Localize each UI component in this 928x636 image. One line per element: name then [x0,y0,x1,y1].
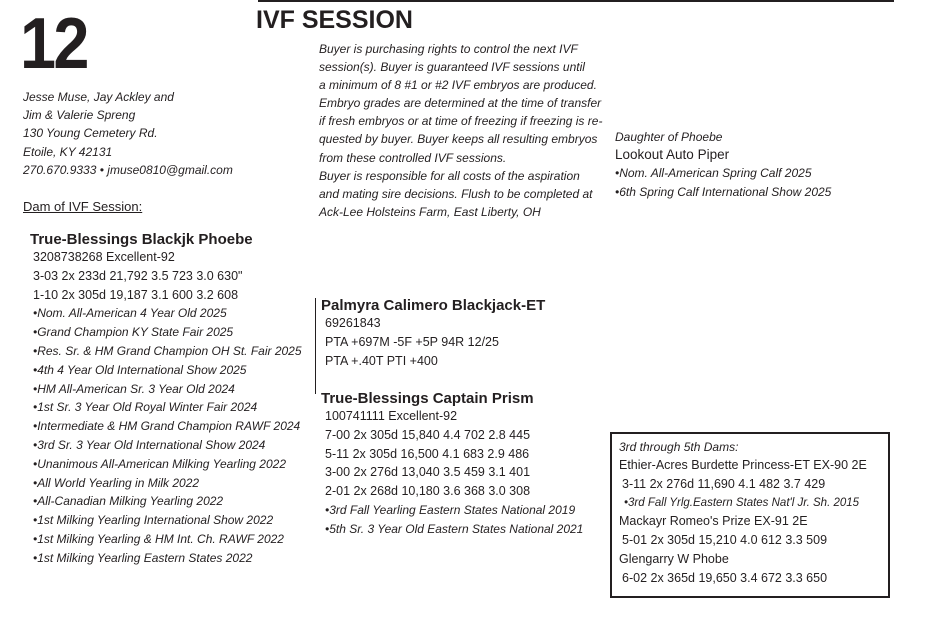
maternal-block [321,390,583,539]
description-line: quested by buyer. Buyer keeps all resulting embryos [319,132,598,147]
pedigree-connector [315,298,316,394]
maternal-record: 2-01 2x 268d 10,180 3.6 368 3.0 308 [325,484,531,499]
description-line: and mating sire decisions. Flush to be completed at [319,186,593,201]
dam3-name: Ethier-Acres Burdette Princess-ET EX-90 2E [619,458,867,472]
page-title: IVF SESSION [256,6,413,34]
daughter-award: •6th Spring Calf International Show 2025 [615,184,832,199]
description-line: if fresh embryos or at time of freezing if freezing is re- [319,114,603,129]
dam-award: •Intermediate & HM Grand Champion RAWF 2024 [33,419,301,434]
maternal-award: •3rd Fall Yearling Eastern States National 2019 [325,502,576,517]
consignor-line: 130 Young Cemetery Rd. [23,126,158,141]
dam-award: •1st Milking Yearling International Show 2022 [33,513,274,528]
dam3-record: 3-11 2x 276d 11,690 4.1 482 3.7 429 [622,476,826,491]
dam-record: 3-03 2x 233d 21,792 3.5 723 3.0 630" [33,268,243,283]
dam3-award: •3rd Fall Yrlg.Eastern States Nat'l Jr. Sh. 2015 [624,496,860,509]
daughter-block [615,128,831,202]
sire-pta: PTA +697M -5F +5P 94R 12/25 [325,334,499,349]
maternal-record: 7-00 2x 305d 15,840 4.4 702 2.8 445 [325,427,531,442]
dam-record: 1-10 2x 305d 19,187 3.1 600 3.2 608 [33,287,239,302]
dam-block [30,231,302,568]
dam-award: •Unanimous All-American Milking Yearling 2022 [33,456,286,471]
dam-award: •4th 4 Year Old International Show 2025 [33,362,247,377]
maternal-id: 100741111 Excellent-92 [325,409,458,423]
dam-award: •1st Milking Yearling & HM Int. Ch. RAWF 2022 [33,531,284,546]
dam-name: True-Blessings Blackjk Phoebe [30,231,253,248]
consignor-contact: 270.670.9333 • jmuse0810@gmail.com [23,162,233,177]
dam5-record: 6-02 2x 365d 19,650 3.4 672 3.3 650 [622,570,828,585]
consignor-line: Jim & Valerie Spreng [23,108,136,123]
daughter-label: Daughter of Phoebe [615,130,723,144]
daughter-award: •Nom. All-American Spring Calf 2025 [615,166,812,180]
dam-award: •3rd Sr. 3 Year Old International Show 2024 [33,437,266,452]
maternal-record: 5-11 2x 305d 16,500 4.1 683 2.9 486 [325,446,530,461]
session-description [319,40,609,221]
dam-award: •Res. Sr. & HM Grand Champion OH St. Fair 2025 [33,343,302,358]
description-line: a minimum of 8 #1 or #2 IVF embryos are produced. [319,78,597,93]
dam4-record: 5-01 2x 305d 15,210 4.0 612 3.3 509 [622,533,828,548]
description-line: Ack-Lee Holsteins Farm, East Liberty, OH [319,204,541,219]
dam-award: •Grand Champion KY State Fair 2025 [33,325,234,340]
maternal-record: 3-00 2x 276d 13,040 3.5 459 3.1 401 [325,465,531,480]
sire-block [321,297,545,370]
consignor-block [23,88,233,179]
dam5-name: Glengarry W Phobe [619,551,729,566]
consignor-line: Jesse Muse, Jay Ackley and [23,90,174,104]
sire-pta: PTA +.40T PTI +400 [325,353,438,368]
description-line: Embryo grades are determined at the time of transfer [319,96,602,111]
dam-award: •Nom. All-American 4 Year Old 2025 [33,306,227,321]
description-line: session(s). Buyer is guaranteed IVF sessions until [319,60,585,75]
dam-award: •All-Canadian Milking Yearling 2022 [33,494,224,509]
maternal-award: •5th Sr. 3 Year Old Eastern States National 2021 [325,521,584,536]
description-line: Buyer is purchasing rights to control the next IVF [319,42,578,56]
dam-award: •HM All-American Sr. 3 Year Old 2024 [33,381,235,396]
dams-box [610,432,890,598]
dam-award: •1st Sr. 3 Year Old Royal Winter Fair 2024 [33,400,258,415]
consignor-line: Etoile, KY 42131 [23,144,113,159]
top-rule [258,0,894,2]
sire-name: Palmyra Calimero Blackjack-ET [321,297,546,314]
maternal-name: True-Blessings Captain Prism [321,390,534,407]
dam4-name: Mackayr Romeo's Prize EX-91 2E [619,514,808,529]
dam-award: •All World Yearling in Milk 2022 [33,475,200,490]
daughter-name: Lookout Auto Piper [615,147,730,162]
description-line: from these controlled IVF sessions. [319,150,507,165]
lot-number: 12 [20,4,87,84]
dam-heading: Dam of IVF Session: [23,199,143,214]
dam-award: •1st Milking Yearling Eastern States 2022 [33,550,253,565]
dams-box-heading: 3rd through 5th Dams: [619,440,739,454]
sire-id: 69261843 [325,316,381,330]
dam-id: 3208738268 Excellent-92 [33,250,175,264]
description-line: Buyer is responsible for all costs of the aspiration [319,168,580,183]
